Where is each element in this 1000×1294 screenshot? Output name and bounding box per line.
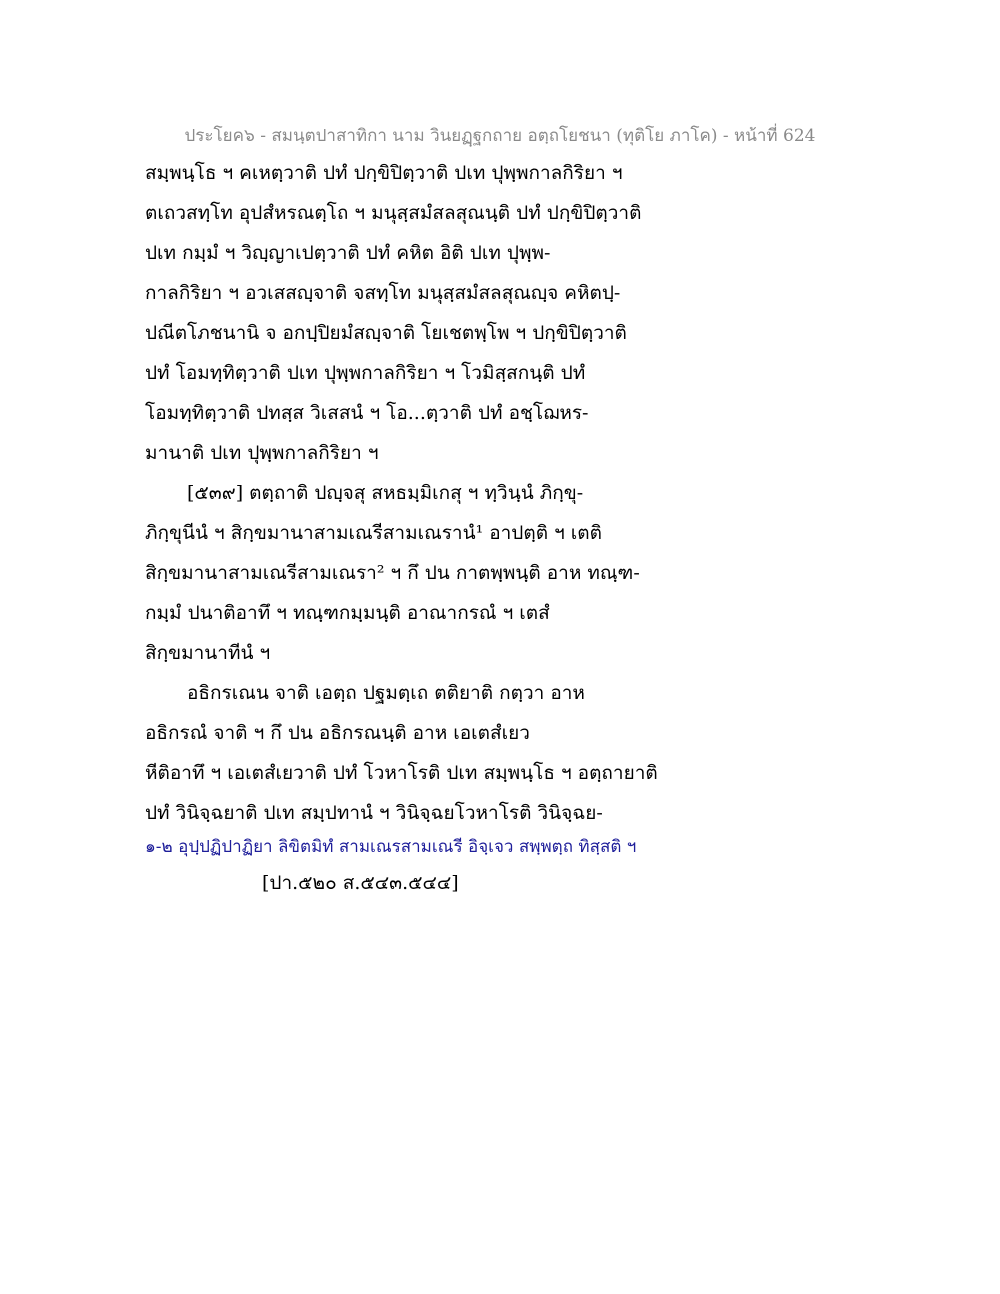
footnote: ๑-๒ อุปฺปฏิปาฏิยา ลิขิตมิทํ สามเณรสามเณรี อิจฺเจว สพฺพตฺถ ทิสฺสติ ฯ	[145, 837, 637, 857]
text-line: กาลกิริยา ฯ อวเสสญฺจาติ จสทฺโท มนุสฺสมํสลสุณญฺจ คหิตปฺ-	[145, 282, 621, 304]
text-line: ภิกฺขุนีนํ ฯ สิกฺขมานาสามเณรีสามเณรานํ¹ อาปตฺติ ฯ เตติ	[145, 522, 602, 544]
paragraph-start-line: [๕๓๙] ตตฺถาติ ปญฺจสุ สหธมฺมิเกสุ ฯ ทฺวินฺนํ ภิกฺขุ-	[187, 482, 584, 504]
paragraph-start-line: อธิกรเณน จาติ เอตฺถ ปฐมตฺเถ ตติยาติ กตฺวา อาห	[187, 682, 585, 704]
text-line: สิกฺขมานาทีนํ ฯ	[145, 642, 271, 664]
text-line: ตเถวสทฺโท อุปสํหรณตฺโถ ฯ มนุสฺสมํสลสุณนฺติ ปทํ ปกฺขิปิตฺวาติ	[145, 202, 642, 224]
text-line: ปทํ วินิจฺฉยาติ ปเท สมฺปทานํ ฯ วินิจฺฉยโวหาโรติ วินิจฺฉย-	[145, 802, 603, 824]
text-line: มานาติ ปเท ปุพฺพกาลกิริยา ฯ	[145, 442, 379, 464]
text-line: หีติอาทึ ฯ เอเตสํเยวาติ ปทํ โวหาโรติ ปเท สมฺพนฺโธ ฯ อตฺถายาติ	[145, 762, 658, 784]
text-line: สมฺพนฺโธ ฯ คเหตฺวาติ ปทํ ปกฺขิปิตฺวาติ ปเท ปุพฺพกาลกิริยา ฯ	[145, 162, 623, 184]
text-line: สิกฺขมานาสามเณรีสามเณรา² ฯ กึ ปน กาตพฺพนฺติ อาห ทณฺฑ-	[145, 562, 640, 584]
text-line: ปเท กมฺมํ ฯ วิญฺญาเปตฺวาติ ปทํ คหิต อิติ ปเท ปุพฺพ-	[145, 242, 551, 264]
text-line: โอมทฺทิตฺวาติ ปทสฺส วิเสสนํ ฯ โอ...ตฺวาติ ปทํ อชฺโฌหร-	[145, 402, 589, 424]
text-line: ปทํ โอมทฺทิตฺวาติ ปเท ปุพฺพกาลกิริยา ฯ โวมิสฺสกนฺติ ปทํ	[145, 362, 586, 384]
text-line: กมฺมํ ปนาติอาทึ ฯ ทณฺฑกมฺมนฺติ อาณากรณํ ฯ เตสํ	[145, 602, 550, 624]
body-text	[145, 153, 705, 833]
page-reference: [ปา.๕๒๐ ส.๕๔๓.๕๔๔]	[262, 872, 459, 894]
text-line: ปณีตโภชนานิ จ อกปฺปิยมํสญฺจาติ โยเชตพฺโพ ฯ ปกฺขิปิตฺวาติ	[145, 322, 627, 344]
text-line: อธิกรณํ จาติ ฯ กึ ปน อธิกรณนฺติ อาห เอเตสํเยว	[145, 722, 530, 744]
running-header: ประโยค๖ - สมนฺตปาสาทิกา นาม วินยฏฺฐกถาย อตฺถโยชนา (ทุติโย ภาโค) - หน้าที่ 624	[184, 126, 816, 146]
